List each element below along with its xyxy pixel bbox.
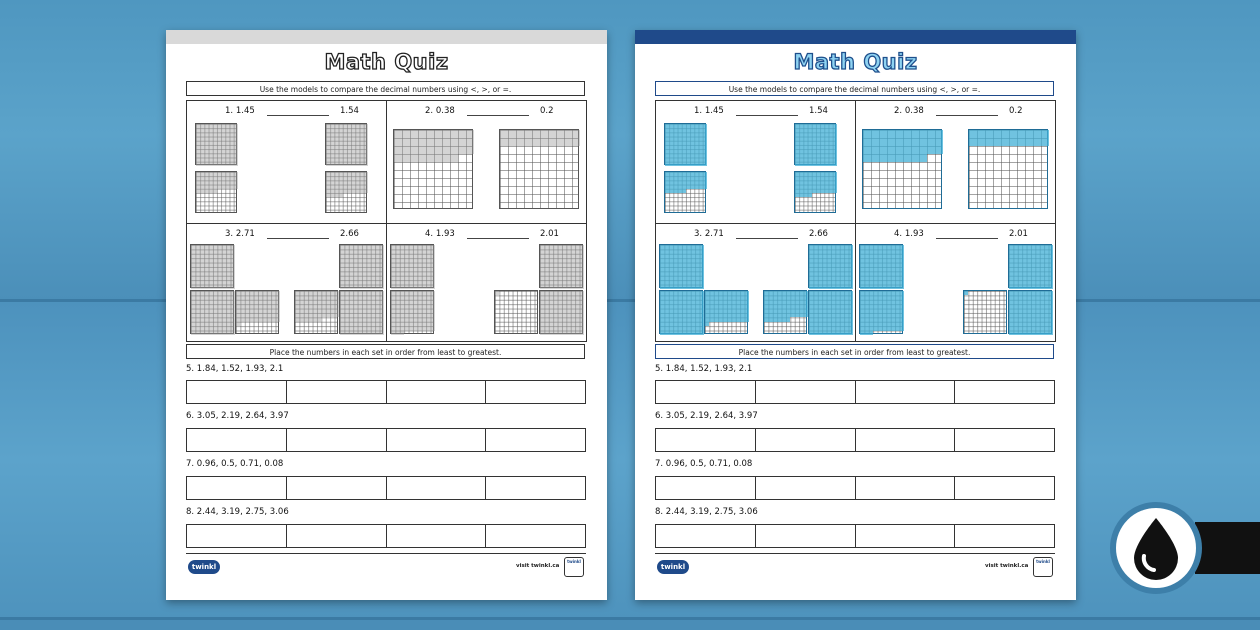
answer-blank	[736, 115, 798, 116]
answer-blank	[467, 238, 529, 239]
answer-box	[656, 525, 756, 547]
hundred-grid-model	[659, 244, 703, 288]
question-value-b: 0.2	[1009, 106, 1023, 116]
visit-link[interactable]: visit twinkl.ca	[516, 563, 560, 569]
answer-blank	[467, 115, 529, 116]
worksheet-preview-grayscale[interactable]	[166, 30, 607, 600]
answer-box	[486, 381, 585, 403]
ink-saver-button[interactable]	[1110, 502, 1202, 594]
hundred-grid-model	[195, 123, 237, 165]
answer-row-7	[655, 476, 1055, 500]
compare-instruction: Use the models to compare the decimal numbers using <, >, or =.	[186, 81, 585, 96]
hundred-grid-model	[190, 244, 234, 288]
hundred-grid-model	[494, 290, 538, 334]
hundred-grid-model	[794, 171, 836, 213]
answer-box	[955, 429, 1054, 451]
order-question-7: 7. 0.96, 0.5, 0.71, 0.08	[655, 459, 753, 469]
worksheet-preview-color[interactable]	[635, 30, 1076, 600]
answer-box	[486, 477, 585, 499]
answer-box	[486, 429, 585, 451]
question-value-b: 2.66	[340, 229, 359, 239]
ink-drop-icon	[1130, 516, 1182, 580]
hundred-grid-model	[808, 290, 852, 334]
answer-box	[955, 477, 1054, 499]
answer-box	[187, 381, 287, 403]
answer-box	[756, 381, 856, 403]
answer-box	[387, 429, 487, 451]
answer-box	[187, 525, 287, 547]
answer-blank	[267, 238, 329, 239]
answer-box	[656, 429, 756, 451]
hundred-grid-model	[794, 123, 836, 165]
hundred-grid-model	[499, 129, 579, 209]
compare-instruction: Use the models to compare the decimal numbers using <, >, or =.	[655, 81, 1054, 96]
hundred-grid-model	[339, 290, 383, 334]
answer-box	[287, 381, 387, 403]
footer-divider	[655, 553, 1055, 554]
question-number: 4. 1.93	[425, 229, 455, 239]
answer-box	[756, 525, 856, 547]
worksheet-title: Math Quiz	[793, 50, 918, 74]
order-question-5: 5. 1.84, 1.52, 1.93, 2.1	[186, 364, 284, 374]
hundred-grid-model	[859, 244, 903, 288]
twinkl-logo: twinkl	[657, 560, 689, 574]
answer-box	[856, 525, 956, 547]
hundred-grid-model	[664, 123, 706, 165]
answer-box	[656, 477, 756, 499]
hundred-grid-model	[1008, 244, 1052, 288]
compare-question-2	[387, 101, 586, 222]
compare-question-3	[187, 224, 386, 345]
hundred-grid-model	[393, 129, 473, 209]
question-value-b: 2.66	[809, 229, 828, 239]
question-value-b: 2.01	[1009, 229, 1028, 239]
compare-question-2	[856, 101, 1055, 222]
worksheet-title: Math Quiz	[324, 50, 449, 74]
answer-blank	[267, 115, 329, 116]
question-number: 1. 1.45	[225, 106, 255, 116]
answer-box	[187, 477, 287, 499]
hundred-grid-model	[235, 290, 279, 334]
order-question-8: 8. 2.44, 3.19, 2.75, 3.06	[186, 507, 289, 517]
answer-box	[486, 525, 585, 547]
answer-box	[287, 429, 387, 451]
sheet-top-bar	[635, 30, 1076, 44]
hundred-grid-model	[859, 290, 903, 334]
answer-box	[955, 381, 1054, 403]
answer-row-6	[655, 428, 1055, 452]
question-number: 2. 0.38	[894, 106, 924, 116]
compare-question-3	[656, 224, 855, 345]
answer-blank	[936, 238, 998, 239]
answer-row-5	[186, 380, 586, 404]
hundred-grid-model	[539, 244, 583, 288]
question-value-b: 1.54	[809, 106, 828, 116]
ink-toggle-tab[interactable]	[1195, 522, 1260, 574]
answer-box	[856, 381, 956, 403]
answer-row-7	[186, 476, 586, 500]
compare-grid	[186, 100, 587, 342]
hundred-grid-model	[339, 244, 383, 288]
order-question-6: 6. 3.05, 2.19, 2.64, 3.97	[655, 411, 758, 421]
answer-box	[387, 525, 487, 547]
answer-box	[656, 381, 756, 403]
hundred-grid-model	[659, 290, 703, 334]
answer-row-5	[655, 380, 1055, 404]
question-number: 3. 2.71	[225, 229, 255, 239]
question-number: 3. 2.71	[694, 229, 724, 239]
answer-blank	[936, 115, 998, 116]
visit-link[interactable]: visit twinkl.ca	[985, 563, 1029, 569]
answer-box	[287, 477, 387, 499]
quality-badge-icon: twinkl	[1033, 557, 1053, 577]
order-question-6: 6. 3.05, 2.19, 2.64, 3.97	[186, 411, 289, 421]
hundred-grid-model	[539, 290, 583, 334]
question-value-b: 1.54	[340, 106, 359, 116]
hundred-grid-model	[968, 129, 1048, 209]
answer-blank	[736, 238, 798, 239]
quality-badge-icon: twinkl	[564, 557, 584, 577]
answer-box	[856, 429, 956, 451]
hundred-grid-model	[325, 171, 367, 213]
compare-question-4	[387, 224, 586, 345]
answer-box	[856, 477, 956, 499]
hundred-grid-model	[195, 171, 237, 213]
order-instruction: Place the numbers in each set in order from least to greatest.	[655, 344, 1054, 359]
order-question-8: 8. 2.44, 3.19, 2.75, 3.06	[655, 507, 758, 517]
hundred-grid-model	[190, 290, 234, 334]
question-value-b: 2.01	[540, 229, 559, 239]
compare-question-4	[856, 224, 1055, 345]
hundred-grid-model	[963, 290, 1007, 334]
question-value-b: 0.2	[540, 106, 554, 116]
hundred-grid-model	[664, 171, 706, 213]
answer-row-8	[186, 524, 586, 548]
order-question-5: 5. 1.84, 1.52, 1.93, 2.1	[655, 364, 753, 374]
answer-box	[387, 477, 487, 499]
question-number: 2. 0.38	[425, 106, 455, 116]
answer-row-8	[655, 524, 1055, 548]
hundred-grid-model	[763, 290, 807, 334]
hundred-grid-model	[294, 290, 338, 334]
compare-grid	[655, 100, 1056, 342]
sheet-top-bar	[166, 30, 607, 44]
compare-question-1	[656, 101, 855, 222]
compare-question-1	[187, 101, 386, 222]
hundred-grid-model	[325, 123, 367, 165]
answer-box	[756, 477, 856, 499]
answer-row-6	[186, 428, 586, 452]
answer-box	[187, 429, 287, 451]
answer-box	[387, 381, 487, 403]
order-instruction: Place the numbers in each set in order from least to greatest.	[186, 344, 585, 359]
question-number: 1. 1.45	[694, 106, 724, 116]
footer-divider	[186, 553, 586, 554]
hundred-grid-model	[390, 290, 434, 334]
question-number: 4. 1.93	[894, 229, 924, 239]
wood-background-bottom	[0, 620, 1260, 630]
hundred-grid-model	[808, 244, 852, 288]
order-question-7: 7. 0.96, 0.5, 0.71, 0.08	[186, 459, 284, 469]
answer-box	[955, 525, 1054, 547]
twinkl-logo: twinkl	[188, 560, 220, 574]
answer-box	[287, 525, 387, 547]
hundred-grid-model	[704, 290, 748, 334]
answer-box	[756, 429, 856, 451]
hundred-grid-model	[1008, 290, 1052, 334]
hundred-grid-model	[390, 244, 434, 288]
hundred-grid-model	[862, 129, 942, 209]
